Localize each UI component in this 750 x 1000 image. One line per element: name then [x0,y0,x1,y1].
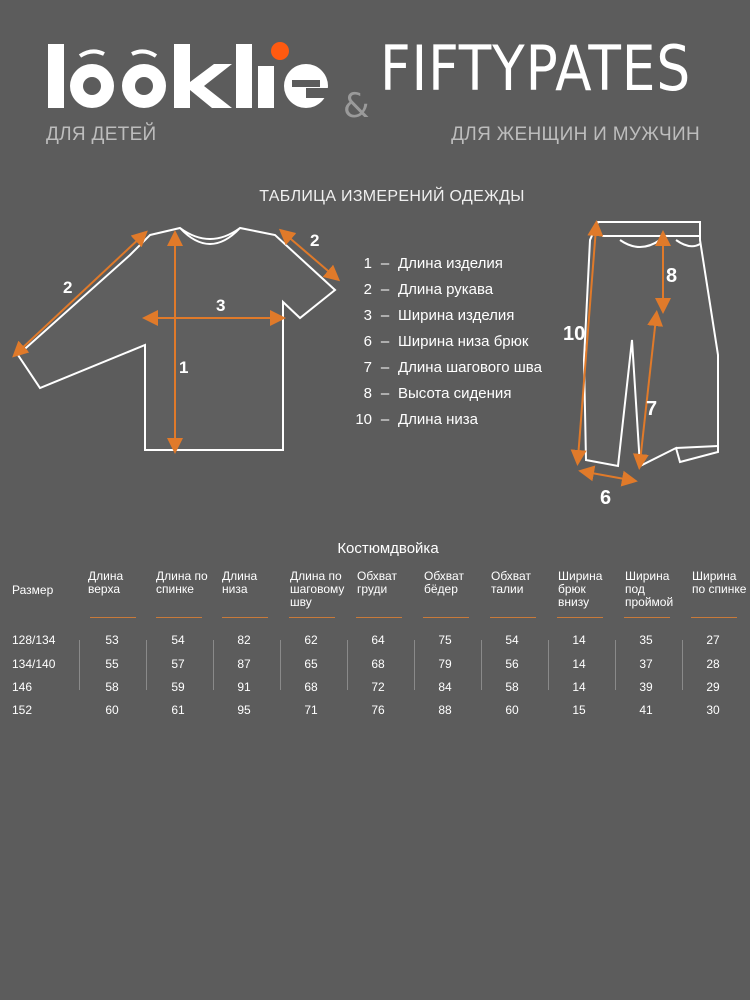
header-waist: Обхват талии [491,569,531,596]
header-back-length: Длина по спинке [156,569,208,596]
table-cell: 95 [237,703,251,717]
legend-number: 7 [363,359,372,376]
header-top-length: Длина верха [88,569,124,596]
ampersand: & [343,86,370,126]
legend-number: 2 [363,281,372,298]
table-cell: 14 [572,657,586,671]
legend-item: 2 – Длина рукава [350,281,580,307]
table-cell: 56 [505,657,519,671]
diagram-number-8: 8 [666,265,678,287]
legend-label: Длина шагового шва [398,359,542,376]
table-cell: 27 [706,633,720,647]
legend-number: 1 [363,255,372,272]
lookie-subtitle: ДЛЯ ДЕТЕЙ [46,124,157,145]
row-size-label: 152 [12,703,33,717]
column-divider [481,640,482,690]
header-underline [624,617,670,618]
header-underline [222,617,268,618]
table-cell: 75 [438,633,452,647]
legend-label: Высота сидения [398,385,512,402]
header-size: Размер [12,583,54,597]
header-bottom-length: Длина низа [222,569,258,596]
table-cell: 88 [438,703,452,717]
diagram-number-2b: 2 [310,231,320,250]
table-cell: 65 [304,657,318,671]
measurement-table-title: ТАБЛИЦА ИЗМЕРЕНИЙ ОДЕЖДЫ [259,188,525,205]
table-cell: 30 [706,703,720,717]
header-chest: Обхват груди [357,569,397,596]
diagram-number-6: 6 [600,487,612,509]
header-pants-hem-width: Ширина брюк внизу [558,569,603,609]
header-underline [423,617,469,618]
legend-item: 1 – Длина изделия [350,255,580,281]
fiftypates-subtitle: ДЛЯ ЖЕНЩИН И МУЖЧИН [451,124,700,145]
legend-label: Длина изделия [398,255,503,272]
table-cell: 60 [505,703,519,717]
header-back-width: Ширина по спинке [692,569,747,596]
table-cell: 91 [237,680,251,694]
table-cell: 53 [105,633,119,647]
table-cell: 55 [105,657,119,671]
measurement-legend [350,255,580,437]
legend-item: 7 – Длина шагового шва [350,359,580,385]
header-underline [356,617,402,618]
diagram-number-1: 1 [179,358,189,377]
table-cell: 68 [371,657,385,671]
header-underline [289,617,335,618]
row-size-label: 128/134 [12,633,56,647]
header-underline [691,617,737,618]
table-cell: 62 [304,633,318,647]
column-divider [548,640,549,690]
size-table-title: Костюмдвойка [337,540,439,557]
table-cell: 71 [304,703,318,717]
diagram-number-2a: 2 [63,278,73,297]
column-divider [682,640,683,690]
table-cell: 29 [706,680,720,694]
legend-label: Длина рукава [398,281,494,298]
lookie-logo [44,36,344,118]
table-cell: 76 [371,703,385,717]
accent-dot [271,42,289,60]
diagram-number-3: 3 [216,296,226,315]
column-divider [280,640,281,690]
sweatshirt-outline [18,228,335,450]
table-cell: 82 [237,633,251,647]
diagram-number-7: 7 [646,398,658,420]
legend-number: 6 [363,333,372,350]
fiftypates-logo: FIFTYPATES [380,32,692,105]
table-cell: 14 [572,680,586,694]
table-cell: 54 [171,633,185,647]
table-cell: 58 [505,680,519,694]
legend-item: 10 – Длина низа [350,411,580,437]
header-armhole-width: Ширина под проймой [625,569,674,609]
column-divider [414,640,415,690]
table-cell: 35 [639,633,653,647]
table-cell: 39 [639,680,653,694]
header-underline [156,617,202,618]
header-underline [90,617,136,618]
legend-label: Ширина низа брюк [398,333,529,350]
table-cell: 41 [639,703,653,717]
table-cell: 84 [438,680,452,694]
row-size-label: 146 [12,680,33,694]
legend-label: Ширина изделия [398,307,515,324]
table-cell: 54 [505,633,519,647]
table-cell: 68 [304,680,318,694]
table-cell: 14 [572,633,586,647]
table-cell: 59 [171,680,185,694]
table-cell: 58 [105,680,119,694]
legend-number: 3 [363,307,372,324]
header-inseam-length: Длина по шаговому шву [290,569,345,609]
legend-number: 10 [355,411,372,428]
table-cell: 37 [639,657,653,671]
column-divider [213,640,214,690]
column-divider [347,640,348,690]
column-divider [615,640,616,690]
legend-item: 6 – Ширина низа брюк [350,333,580,359]
row-size-label: 134/140 [12,657,56,671]
diagram-number-10: 10 [563,323,586,345]
legend-number: 8 [363,385,372,402]
legend-item: 3 – Ширина изделия [350,307,580,333]
header-underline [557,617,603,618]
legend-label: Длина низа [398,411,478,428]
table-cell: 79 [438,657,452,671]
legend-item: 8 – Высота сидения [350,385,580,411]
table-cell: 15 [572,703,586,717]
table-cell: 72 [371,680,385,694]
table-cell: 28 [706,657,720,671]
table-cell: 60 [105,703,119,717]
table-cell: 64 [371,633,385,647]
header-hips: Обхват бёдер [424,569,464,596]
table-cell: 61 [171,703,185,717]
column-divider [146,640,147,690]
header-underline [490,617,536,618]
column-divider [79,640,80,690]
pants-outline [584,222,718,466]
table-cell: 57 [171,657,185,671]
table-cell: 87 [237,657,251,671]
